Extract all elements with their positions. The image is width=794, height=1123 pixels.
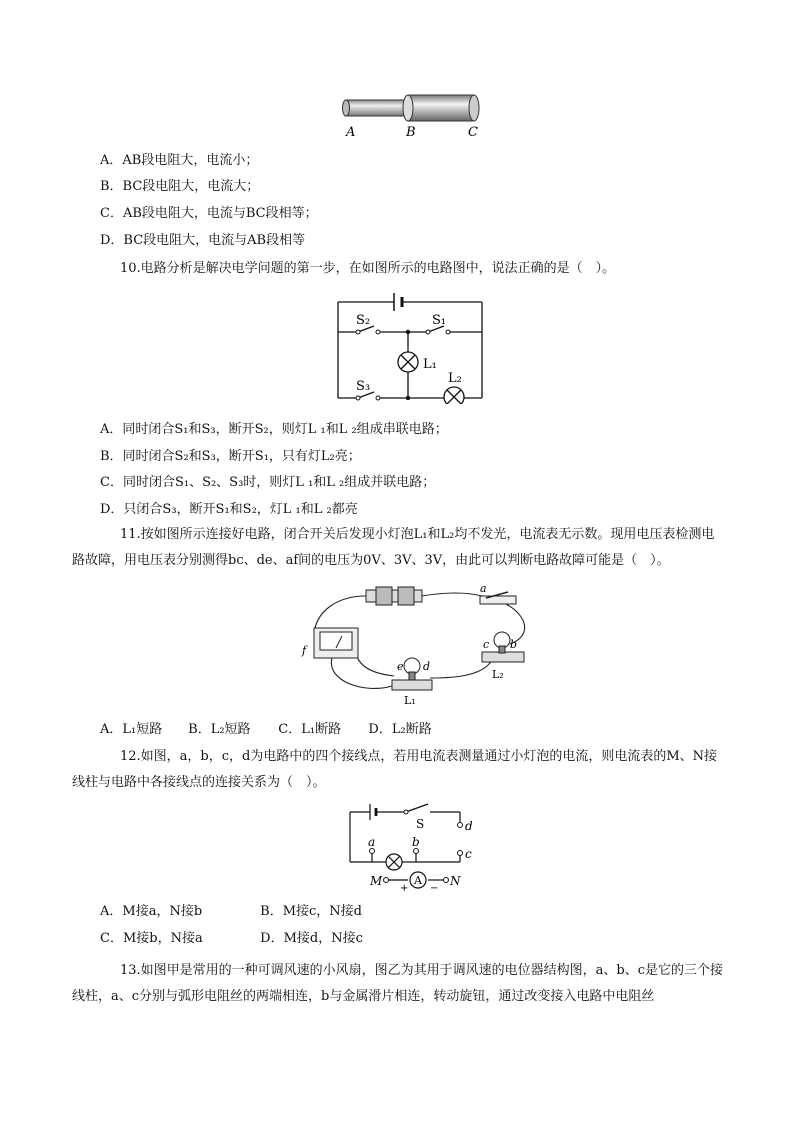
q12-options-row1	[100, 903, 362, 921]
conductor-figure	[336, 88, 486, 144]
minus-sign: −	[430, 883, 439, 892]
label-c: c	[483, 638, 490, 651]
label-e: e	[397, 660, 404, 673]
label-a: a	[368, 835, 376, 849]
label-d: d	[423, 660, 431, 673]
label-l2: L₂	[492, 668, 504, 681]
q11-option-d: D．L₂断路	[368, 722, 432, 737]
label-l1: L₁	[404, 694, 416, 707]
label-b: B	[406, 125, 416, 140]
q12-circuit-diagram	[344, 798, 480, 892]
q11-option-a: A．L₁短路	[100, 722, 163, 737]
label-a: a	[480, 582, 487, 595]
label-c: c	[465, 847, 472, 861]
label-d: d	[465, 819, 473, 833]
q10-circuit-diagram	[330, 288, 490, 404]
q11-options	[100, 721, 432, 739]
label-l1: L₁	[423, 357, 437, 372]
label-s1: S₁	[432, 313, 447, 328]
q9-option-b: B．BC段电阻大，电流大；	[100, 179, 260, 194]
q10-stem: 10.电路分析是解决电学问题的第一步，在如图所示的电路图中，说法正确的是（ ）。	[120, 261, 616, 276]
label-c: C	[468, 125, 478, 140]
label-a: A	[346, 125, 356, 140]
label-b: b	[510, 638, 518, 651]
label-m: M	[370, 874, 383, 888]
q10-option-a: A．同时闭合S₁和S₃，断开S₂，则灯L ₁和L ₂组成串联电路；	[100, 422, 448, 437]
q12-option-b: B．M接c，N接d	[260, 904, 362, 919]
q12-option-c: C．M接b，N接a	[100, 931, 203, 946]
q11-option-c: C．L₁断路	[278, 722, 342, 737]
q11-stem: 11.按如图所示连接好电路，闭合开关后发现小灯泡L₁和L₂均不发光，电流表无示数。现用电压表检测电路故障，用电压表分别测得bc、de、af间的电压为0V、3V、3V，由此可以判断电路故障可能是（ ）。	[72, 527, 715, 568]
q10-option-d: D．只闭合S₃，断开S₁和S₂，灯L ₁和L ₂都亮	[100, 502, 358, 517]
q12-option-a: A．M接a，N接b	[100, 904, 203, 919]
label-s2: S₂	[356, 313, 371, 328]
q13-stem: 13.如图甲是常用的一种可调风速的小风扇，图乙为其用于调风速的电位器结构图，a、b、c是它的三个接线柱，a、c分别与弧形电阻丝的两端相连，b与金属滑片相连，转动旋钮，通过改变接入电路中电阻丝	[72, 963, 724, 1004]
q9-option-d: D．BC段电阻大，电流与AB段相等	[100, 233, 306, 248]
label-s: S	[416, 817, 425, 831]
q12-options-row2	[100, 930, 363, 948]
label-l2: L₂	[448, 371, 462, 386]
q12-option-d: D．M接d，N接c	[260, 931, 363, 946]
q9-option-c: C．AB段电阻大，电流与BC段相等；	[100, 206, 318, 221]
plus-sign: +	[400, 883, 409, 892]
label-n: N	[450, 874, 461, 888]
q12-stem: 12.如图，a，b，c，d为电路中的四个接线点，若用电流表测量通过小灯泡的电流，则电流表的M、N接线柱与电路中各接线点的连接关系为（ ）。	[72, 749, 718, 790]
q9-option-a: A．AB段电阻大，电流小；	[100, 153, 259, 168]
q10-option-c: C．同时闭合S₁、S₂、S₃时，则灯L ₁和L ₂组成并联电路；	[100, 475, 436, 490]
label-b: b	[412, 835, 420, 849]
label-f: f	[302, 644, 307, 657]
label-s3: S₃	[356, 379, 371, 394]
q11-physical-circuit	[296, 582, 536, 710]
q10-option-b: B．同时闭合S₂和S₃，断开S₁，只有灯L₂亮；	[100, 449, 361, 464]
meter-letter: A	[414, 874, 422, 887]
q11-option-b: B．L₂短路	[188, 722, 251, 737]
